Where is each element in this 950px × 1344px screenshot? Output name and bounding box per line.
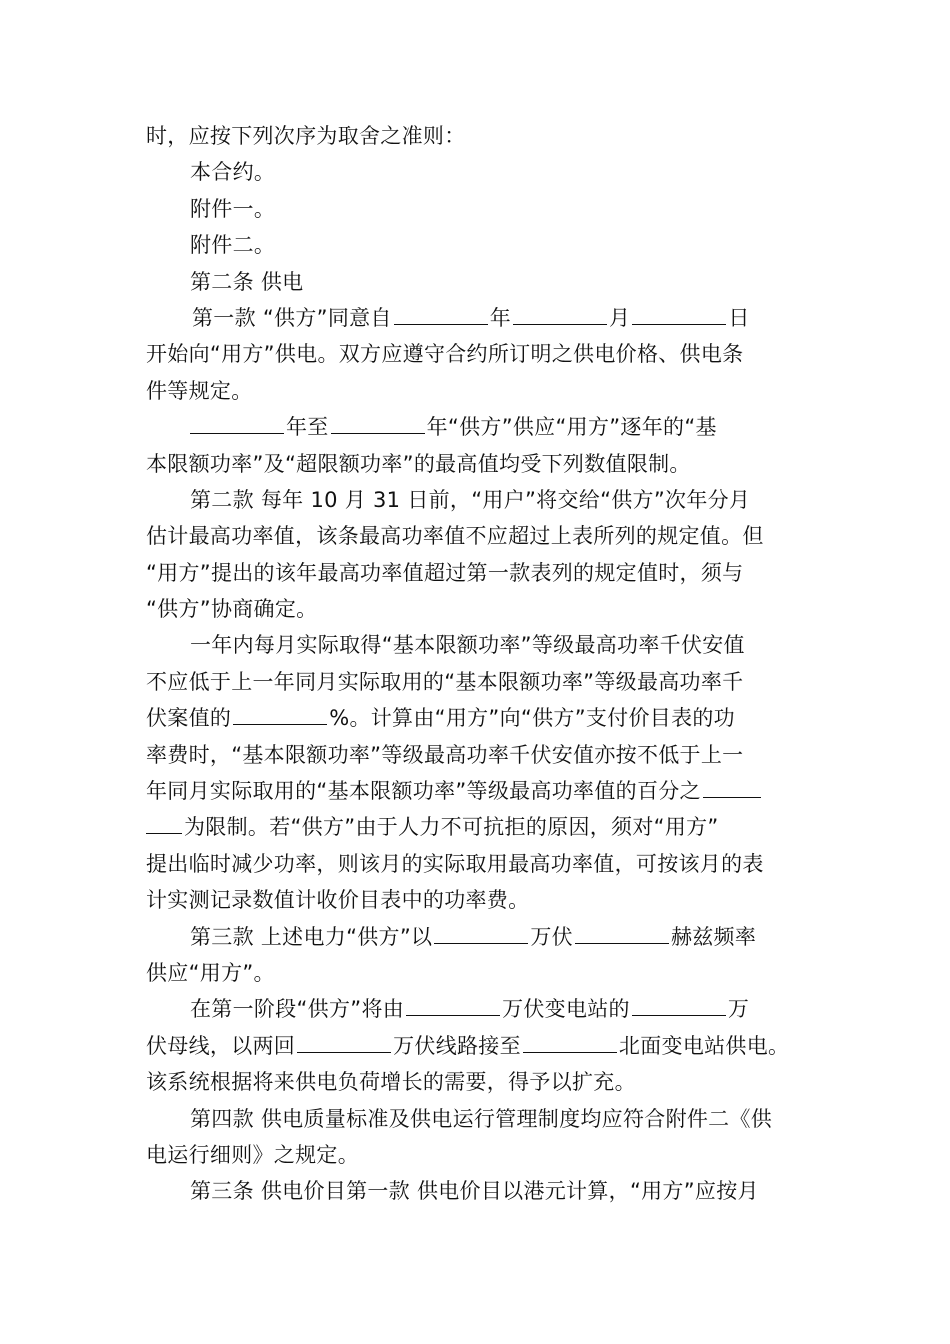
text-fragment: 第三款 上述电力“供方”以 bbox=[190, 924, 433, 949]
fill-blank[interactable] bbox=[331, 411, 425, 434]
text-fragment: 年“供方”供应“用方”逐年的“基 bbox=[426, 415, 717, 440]
text-fragment: 万伏变电站的 bbox=[502, 997, 630, 1022]
text-line: 第三条 供电价目第一款 供电价目以港元计算，“用方”应按月 bbox=[190, 1179, 759, 1204]
text-fragment: 万 bbox=[727, 997, 750, 1022]
text-line bbox=[146, 1028, 814, 1064]
fill-blank[interactable] bbox=[575, 921, 669, 944]
text-fragment: 伏母线，以两回 bbox=[146, 1033, 296, 1058]
text-line: “用方”提出的该年最高功率值超过第一款表列的规定值时，须与 bbox=[146, 560, 744, 585]
text-line: 估计最高功率值，该条最高功率值不应超过上表所列的规定值。但 bbox=[146, 524, 764, 549]
fill-blank[interactable] bbox=[523, 1030, 617, 1053]
section-heading: 第二条 供电 bbox=[190, 269, 304, 294]
text-fragment: 年同月实际取用的“基本限额功率”等级最高功率值的百分之 bbox=[146, 779, 701, 804]
text-line: 本合约。 bbox=[190, 160, 276, 185]
fill-blank[interactable] bbox=[632, 993, 726, 1016]
text-fragment: 伏案值的 bbox=[146, 706, 232, 731]
text-line bbox=[146, 991, 814, 1027]
text-fragment: 为限制。若“供方”由于人力不可抗拒的原因，须对“用方” bbox=[184, 815, 719, 840]
fill-blank[interactable] bbox=[297, 1030, 391, 1053]
text-fragment: 万伏 bbox=[530, 924, 573, 949]
text-fragment: 月 bbox=[609, 305, 631, 330]
text-line: 率费时，“基本限额功率”等级最高功率千伏安值亦按不低于上一 bbox=[146, 742, 744, 767]
text-fragment: 年 bbox=[489, 305, 512, 330]
text-line bbox=[146, 409, 814, 445]
text-line bbox=[146, 300, 814, 336]
text-line bbox=[146, 919, 814, 955]
text-line bbox=[146, 773, 814, 809]
text-line: 不应低于上一年同月实际取用的“基本限额功率”等级最高功率千 bbox=[146, 669, 744, 694]
text-line: 电运行细则》之规定。 bbox=[146, 1142, 359, 1167]
text-fragment: 第一款 “供方”同意自 bbox=[192, 305, 392, 330]
text-fragment: 万伏线路接至 bbox=[393, 1033, 521, 1058]
text-line: 附件二。 bbox=[190, 233, 276, 258]
fill-blank[interactable] bbox=[703, 775, 761, 798]
fill-blank[interactable] bbox=[513, 302, 607, 325]
text-line: 提出临时减少功率，则该月的实际取用最高功率值，可按该月的表 bbox=[146, 851, 764, 876]
fill-blank[interactable] bbox=[190, 411, 284, 434]
fill-blank[interactable] bbox=[146, 811, 182, 834]
text-line: “供方”协商确定。 bbox=[146, 597, 318, 622]
text-line: 供应“用方”。 bbox=[146, 960, 275, 985]
text-line: 该系统根据将来供电负荷增长的需要，得予以扩充。 bbox=[146, 1070, 636, 1095]
text-line: 件等规定。 bbox=[146, 378, 253, 403]
text-fragment: 在第一阶段“供方”将由 bbox=[190, 997, 405, 1022]
text-line: 时，应按下列次序为取舍之准则： bbox=[146, 124, 466, 148]
text-line: 一年内每月实际取得“基本限额功率”等级最高功率千伏安值 bbox=[190, 633, 745, 658]
contract-page bbox=[146, 118, 814, 1210]
text-line: 第二款 每年 10 月 31 日前，“用户”将交给“供方”次年分月 bbox=[190, 487, 751, 512]
fill-blank[interactable] bbox=[632, 302, 726, 325]
text-fragment: 日 bbox=[728, 305, 750, 330]
text-line: 第四款 供电质量标准及供电运行管理制度均应符合附件二《供 bbox=[190, 1106, 773, 1131]
text-fragment: %。计算由“用方”向“供方”支付价目表的功 bbox=[329, 706, 735, 731]
text-fragment: 赫兹频率 bbox=[670, 924, 757, 949]
fill-blank[interactable] bbox=[394, 302, 488, 325]
fill-blank[interactable] bbox=[434, 921, 528, 944]
text-fragment: 年至 bbox=[286, 415, 329, 440]
fill-blank[interactable] bbox=[233, 702, 327, 725]
text-fragment: 北面变电站供电。 bbox=[618, 1033, 790, 1058]
text-line: 附件一。 bbox=[190, 196, 276, 221]
text-line: 计实测记录数值计收价目表中的功率费。 bbox=[146, 888, 530, 913]
text-line bbox=[146, 809, 814, 845]
fill-blank[interactable] bbox=[406, 993, 500, 1016]
text-line bbox=[146, 700, 814, 736]
text-line: 开始向“用方”供电。双方应遵守合约所订明之供电价格、供电条 bbox=[146, 342, 744, 367]
text-line: 本限额功率”及“超限额功率”的最高值均受下列数值限制。 bbox=[146, 451, 691, 476]
